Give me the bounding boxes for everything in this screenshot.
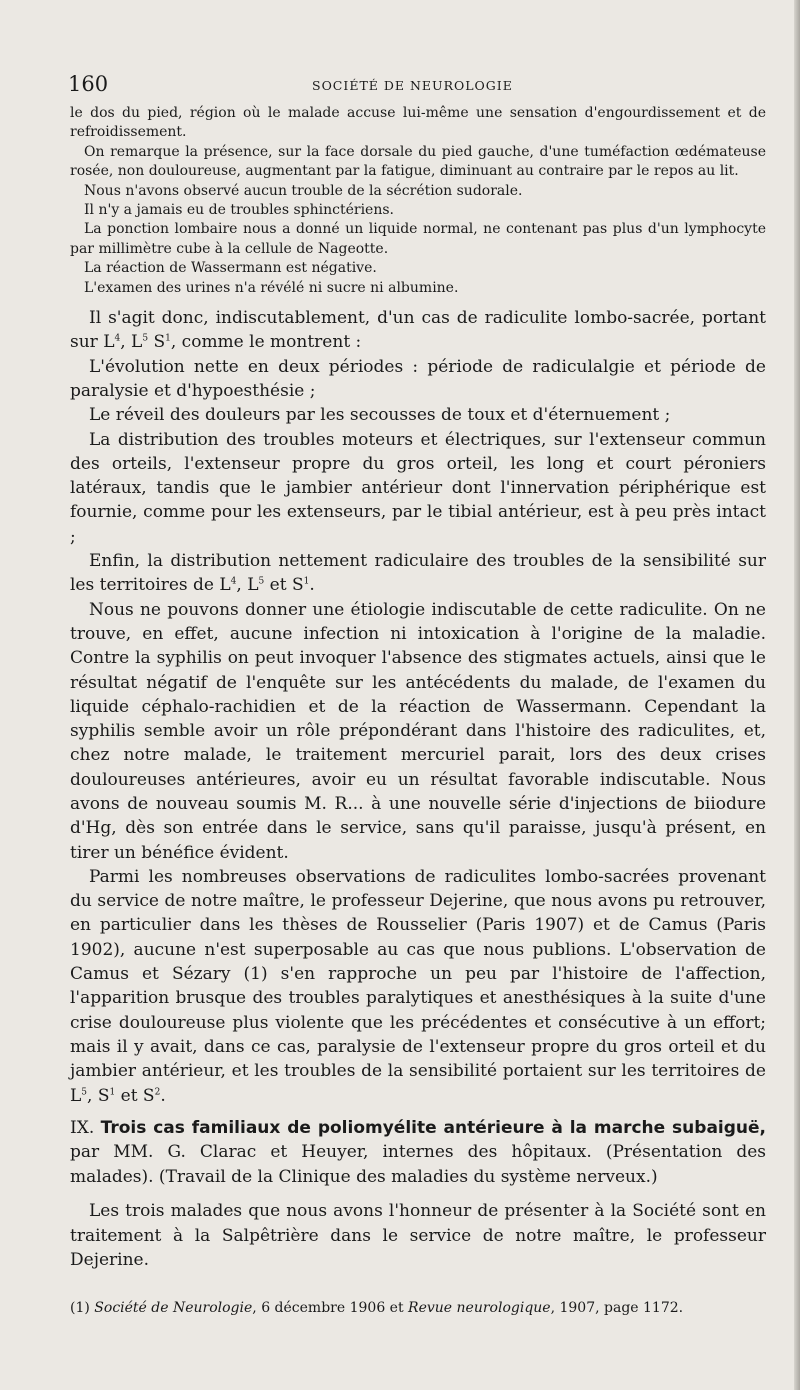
body-paragraph: Le réveil des douleurs par les secousses de toux et d'éternuement ; xyxy=(89,405,671,426)
body-paragraph: Enfin, la distribution nettement radiculaire des troubles de la sensibilité sur les territoires de $L^4$, $L^5$ et $S^1$. xyxy=(70,551,766,596)
page-header xyxy=(70,70,766,104)
running-title: SOCIÉTÉ DE NEUROLOGIE xyxy=(312,78,513,93)
discussion xyxy=(70,306,766,1108)
footnote-source: Société de Neurologie xyxy=(94,1300,253,1317)
body-paragraph: Il s'agit donc, indiscutablement, d'un cas de radiculite lombo-sacrée, portant sur $L^4$, $L^5$ $S^1$, comme le montrent : xyxy=(70,308,766,353)
note-paragraph: La réaction de Wassermann est négative. xyxy=(84,260,377,277)
observation-notes xyxy=(70,104,766,298)
note-paragraph: Il n'y a jamais eu de troubles sphinctériens. xyxy=(84,202,394,219)
section-heading xyxy=(70,1116,766,1190)
body-paragraph: Les trois malades que nous avons l'honneur de présenter à la Société sont en traitement à la Salpêtrière dans le service de notre maître, le professeur Dejerine. xyxy=(70,1201,766,1270)
body-paragraph: L'évolution nette en deux périodes : période de radiculalgie et période de paralysie et d'hypoesthésie ; xyxy=(70,356,766,401)
body-paragraph: Nous ne pouvons donner une étiologie indiscutable de cette radiculite. On ne trouve, en effet, aucune infection ni intoxication à l'origine de la maladie. Contre la syphilis on peut invoquer l'absence des stigmates actuels, ainsi que le résultat négatif de l'enquête sur les antécédents du malade, de l'examen du liquide céphalo-rachidien et de la réaction de Wassermann. Cependant la syphilis semble avoir un rôle prépondérant dans l'histoire des radiculites, et, chez notre malade, le traitement mercuriel parait, lors des deux crises douloureuses antérieures, avoir eu un résultat favorable indiscutable. Nous avons de nouveau soumis M. R... à une nouvelle série d'injections de biiodure d'Hg, dès son entrée dans le service, sans qu'il paraisse, jusqu'à présent, en tirer un bénéfice évident. xyxy=(70,599,766,863)
note-paragraph: On remarque la présence, sur la face dorsale du pied gauche, d'une tuméfaction œdémateuse rosée, non douloureuse, augmentant par la fatigue, diminuant au contraire par le repos au lit. xyxy=(70,143,766,180)
body-paragraph: La distribution des troubles moteurs et électriques, sur l'extenseur commun des orteils, l'extenseur propre du gros orteil, les long et court péroniers latéraux, tandis que le jambier antérieur dont l'innervation périphérique est fournie, comme pour les extenseurs, par le tibial antérieur, est à peu près intact ; xyxy=(70,429,766,547)
note-paragraph: Nous n'avons observé aucun trouble de la sécrétion sudorale. xyxy=(84,182,523,199)
page-content xyxy=(70,70,766,1318)
footnote-marker: (1) xyxy=(70,1300,90,1317)
note-paragraph: La ponction lombaire nous a donné un liquide normal, ne contenant pas plus d'un lymphocyte par millimètre cube à la cellule de Nageotte. xyxy=(70,221,766,257)
page-edge-shadow xyxy=(794,0,800,1390)
footnote-source: Revue neurologique xyxy=(408,1300,551,1317)
note-paragraph: L'examen des urines n'a révélé ni sucre ni albumine. xyxy=(84,279,459,296)
section-body xyxy=(70,1199,766,1272)
note-paragraph: le dos du pied, région où le malade accuse lui-même une sensation d'engourdissement et de refroidissement. xyxy=(70,105,766,141)
section-authors: par MM. G. Clarac et Heuyer, internes des hôpitaux. (Présentation des malades). (Travail de la Clinique des maladies du système nerveux.) xyxy=(70,1142,766,1187)
page-number: 160 xyxy=(68,72,109,96)
section-title: Trois cas familiaux de poliomyélite antérieure à la marche subaiguë, xyxy=(100,1117,767,1138)
body-paragraph: Parmi les nombreuses observations de radiculites lombo-sacrées provenant du service de notre maître, le professeur Dejerine, que nous avons pu retrouver, en particulier dans les thèses de Rousselier (Paris 1907) et de Camus (Paris 1902), aucune n'est superposable au cas que nous publions. L'observation de Camus et Sézary (1) s'en rapproche un peu par l'histoire de l'affection, l'apparition brusque des troubles paralytiques et anesthésiques à la suite d'une crise douloureuse plus violente que les précédentes et consécutive à un effort; mais il y avait, dans ce cas, paralysie de l'extenseur propre du gros orteil et du jambier antérieur, et les troubles de la sensibilité portaient sur les territoires de $L^5$, $S^1$ et $S^2$. xyxy=(70,866,766,1106)
section-number: IX. xyxy=(70,1117,95,1138)
footnote: (1) Société de Neurologie, 6 décembre 1906 et Revue neurologique, 1907, page 1172. xyxy=(70,1300,684,1317)
